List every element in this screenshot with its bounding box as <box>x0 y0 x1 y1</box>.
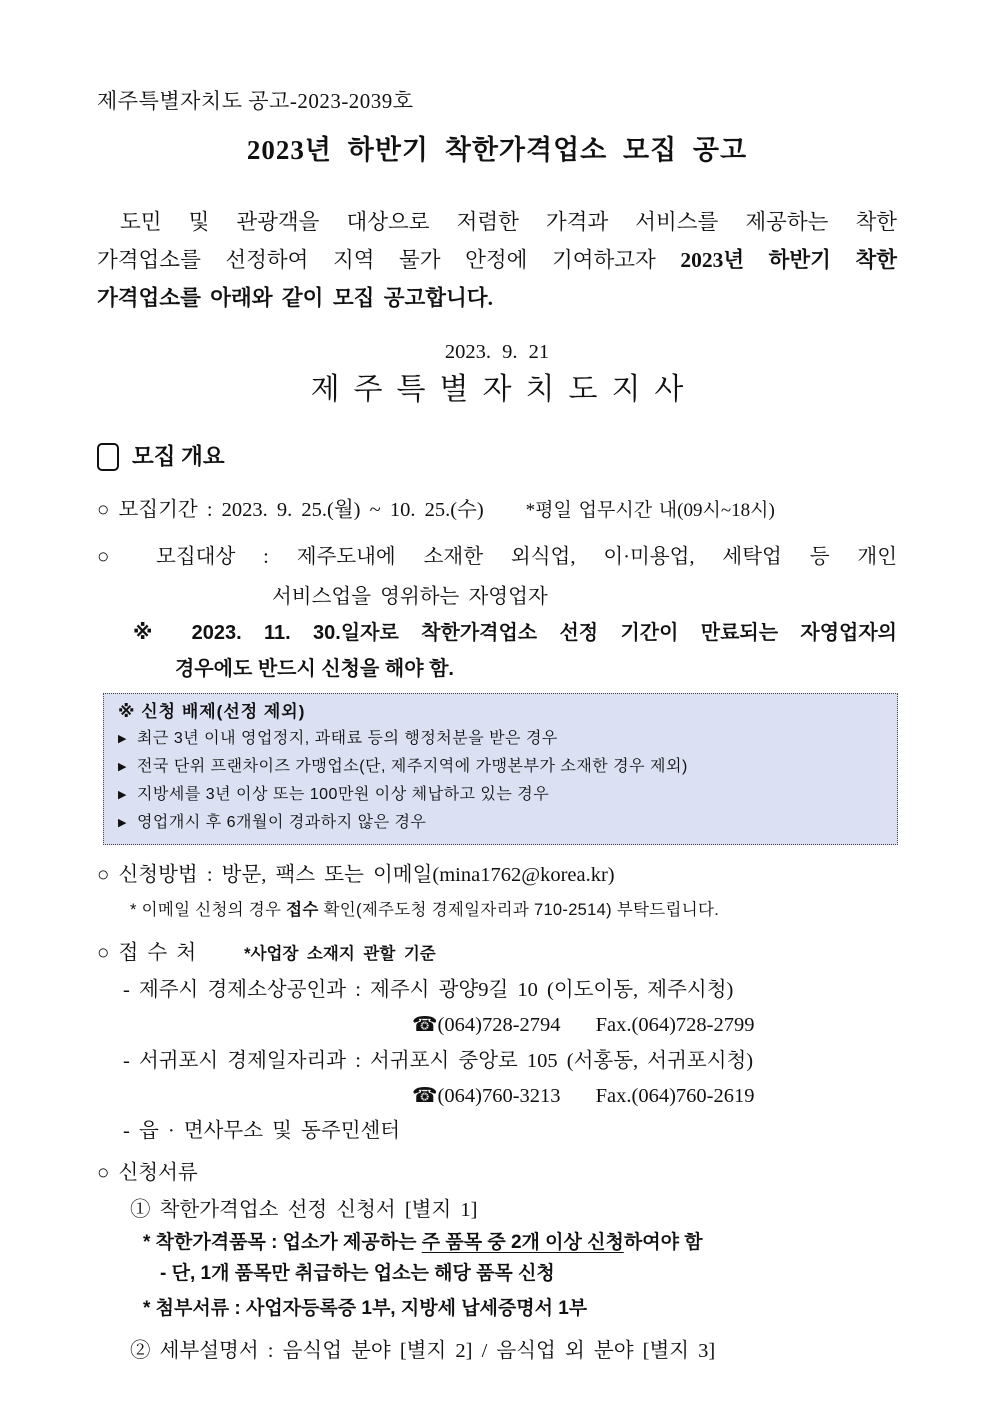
apply-method-row: ○ 신청방법 : 방문, 팩스 또는 이메일(mina1762@korea.kr) <box>97 864 615 886</box>
office-jeju-phone-line <box>97 1011 897 1039</box>
exclusion-item <box>118 783 883 808</box>
intro-line-3: 가격업소를 아래와 같이 모집 공고합니다. <box>97 286 493 310</box>
recruit-target-line1: ○ 모집대상 : 제주도내에 소재한 외식업, 이·미용업, 세탁업 등 개인 <box>97 546 897 568</box>
triangle-bullet-icon: ▶ <box>118 817 127 829</box>
recruit-target-row <box>97 543 897 611</box>
doc-number: 제주특별자치도 공고-2023-2039호 <box>97 89 414 113</box>
exclusion-item-text: 전국 단위 프랜차이즈 가맹업소(단, 제주지역에 가맹본부가 소재한 경우 제외) <box>136 758 688 775</box>
office-seogwipo-fax: Fax.(064)760-2619 <box>595 1085 755 1107</box>
recruit-period-label: ○ 모집기간 : 2023. 9. 25.(월) ~ 10. 25.(수) <box>97 499 484 521</box>
telephone-icon: ☎ <box>412 1014 438 1036</box>
office-seogwipo-phone: (064)760-3213 <box>437 1085 561 1107</box>
intro-paragraph <box>97 203 897 317</box>
office-seogwipo-phone-line <box>97 1082 897 1110</box>
doc-item-2: ② 세부설명서 : 음식업 분야 [별지 2] / 음식업 외 분야 [별지 3] <box>130 1340 716 1362</box>
mandatory-apply-note-line2: 경우에도 반드시 신청을 해야 함. <box>175 658 454 680</box>
triangle-bullet-icon: ▶ <box>118 789 127 801</box>
attachment-note: * 첨부서류 : 사업자등록증 1부, 지방세 납세증명서 1부 <box>143 1298 588 1319</box>
issuer-name: 제주특별자치도지사 <box>310 373 698 406</box>
triangle-bullet-icon: ▶ <box>118 761 127 773</box>
recruit-target-line2: 서비스업을 영위하는 자영업자 <box>272 586 548 608</box>
mandatory-apply-note <box>97 619 897 683</box>
office-jeju-phone: (064)728-2794 <box>437 1014 561 1036</box>
doc-item-1: ① 착한가격업소 선정 신청서 [별지 1] <box>130 1199 478 1221</box>
email-confirm-note: * 이메일 신청의 경우 접수 확인(제주도청 경제일자리과 710-2514) 부탁드립니다. <box>130 901 720 919</box>
reception-jurisdiction-note: *사업장 소재지 관할 기준 <box>244 945 436 963</box>
intro-line-2: 가격업소를 선정하여 지역 물가 안정에 기여하고자 2023년 하반기 착한 <box>97 248 897 272</box>
mandatory-apply-note-line1: ※ 2023. 11. 30.일자로 착한가격업소 선정 기간이 만료되는 자영업자의 <box>133 622 897 644</box>
page-title: 2023년 하반기 착한가격업소 모집 공고 <box>246 135 748 165</box>
intro-line-1: 도민 및 관광객을 대상으로 저렴한 가격과 서비스를 제공하는 착한 <box>120 210 897 234</box>
office-jeju-line: - 제주시 경제소상공인과 : 제주시 광양9길 10 (이도이동, 제주시청) <box>123 979 734 1001</box>
exclusion-item-text: 영업개시 후 6개월이 경과하지 않은 경우 <box>136 814 427 831</box>
single-item-note: - 단, 1개 품목만 취급하는 업소는 해당 품목 신청 <box>160 1263 555 1284</box>
office-jeju-fax: Fax.(064)728-2799 <box>595 1014 755 1036</box>
section-overview-label: 모집 개요 <box>132 444 225 469</box>
telephone-icon: ☎ <box>412 1085 438 1107</box>
section-overview-heading <box>97 442 897 472</box>
exclusion-item-text: 최근 3년 이내 영업정지, 과태료 등의 행정처분을 받은 경우 <box>136 730 558 747</box>
recruit-period-row <box>97 496 897 525</box>
office-seogwipo-line: - 서귀포시 경제일자리과 : 서귀포시 중앙로 105 (서홍동, 서귀포시청) <box>123 1050 754 1072</box>
checkbox-icon <box>97 443 119 471</box>
exclusion-item <box>118 727 883 752</box>
exclusion-item <box>118 811 883 836</box>
reception-row <box>97 939 897 968</box>
exclusion-item <box>118 755 883 780</box>
weekday-hours-note: *평일 업무시간 내(09시~18시) <box>525 500 775 521</box>
announce-date: 2023. 9. 21 <box>444 341 550 363</box>
township-office-line: - 읍 · 면사무소 및 동주민센터 <box>123 1120 401 1142</box>
exclusion-box-title: ※ 신청 배제(선정 제외) <box>118 702 306 721</box>
documents-row: ○ 신청서류 <box>97 1162 198 1184</box>
exclusion-box <box>103 693 898 845</box>
price-item-note: * 착한가격품목 : 업소가 제공하는 주 품목 중 2개 이상 신청하여야 함 <box>143 1232 703 1253</box>
reception-label: ○ 접 수 처 <box>97 942 197 964</box>
triangle-bullet-icon: ▶ <box>118 733 127 745</box>
exclusion-item-text: 지방세를 3년 이상 또는 100만원 이상 체납하고 있는 경우 <box>136 786 550 803</box>
